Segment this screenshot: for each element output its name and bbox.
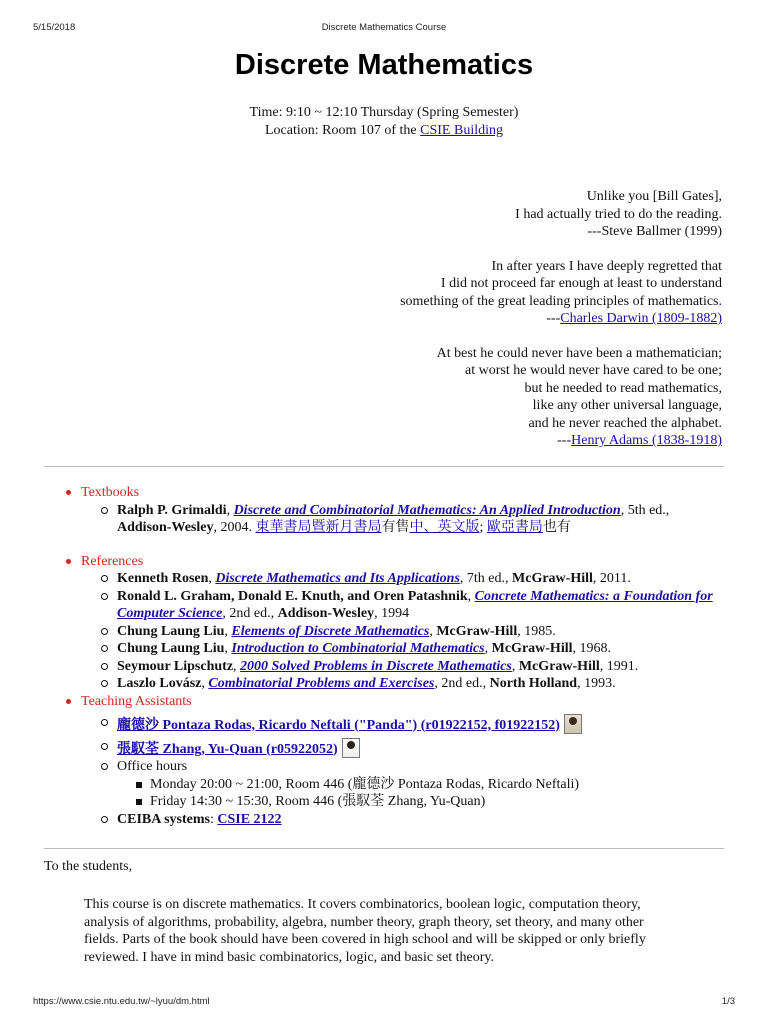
reference-title-link[interactable]: Combinatorial Problems and Exercises (208, 676, 435, 691)
textbooks-section (64, 484, 744, 553)
reference-title-link[interactable]: Concrete Mathematics: a Foundation for Computer Science (117, 588, 713, 621)
textbook-author: Ralph P. Grimaldi (117, 502, 227, 518)
store2-link[interactable]: 歐亞書局 (486, 520, 543, 535)
quote-line: but he needed to read mathematics, (524, 380, 722, 396)
quote-line: something of the great leading principles of mathematics. (400, 293, 722, 309)
csie-building-link[interactable]: CSIE Building (420, 122, 503, 138)
course-info (0, 104, 768, 139)
ta-item (100, 714, 744, 734)
page-title: Discrete Mathematics (234, 49, 534, 81)
versions-link[interactable]: 中、英文版 (409, 520, 480, 535)
reference-title-link[interactable]: Introduction to Combinatorial Mathematics (231, 641, 485, 656)
quote-line: at worst he would never have cared to be one; (465, 363, 722, 378)
textbooks-heading: Textbooks (81, 485, 140, 500)
course-sections (64, 484, 744, 828)
divider (44, 848, 724, 849)
references-section (64, 553, 744, 693)
print-date: 5/15/2018 (33, 22, 76, 33)
reference-item: Chung Laung Liu, Introduction to Combinatorial Mathematics, McGraw-Hill, 1968. (100, 640, 744, 658)
ta-item (100, 738, 744, 758)
quote-attribution: ---Steve Ballmer (1999) (587, 224, 722, 239)
location-text: Location: Room 107 of the (264, 122, 421, 138)
students-salutation: To the students, (44, 859, 133, 874)
ceiba-link[interactable]: CSIE 2122 (217, 811, 282, 827)
ta1-photo-icon[interactable] (564, 714, 582, 734)
reference-title-link[interactable]: 2000 Solved Problems in Discrete Mathematics (240, 658, 512, 674)
office-hours-label: Office hours (117, 759, 188, 774)
course-description: This course is on discrete mathematics. It covers combinatorics, boolean logic, computation theory, analysis of algorithms, probability, algebra, number theory, graph theory, set theory, and many other fields. Parts of the book should have been covered in high school and will be skipped or only briefly reviewed. I have in mind basic combinatorics, logic, and basic set theory. (84, 897, 646, 965)
print-title: Discrete Mathematics Course (321, 22, 447, 33)
textbook-publisher: Addison-Wesley (117, 520, 214, 535)
henry-adams-link[interactable]: Henry Adams (1838-1918) (571, 433, 722, 448)
office-hour-entry: Friday 14:30 ~ 15:30, Room 446 (張馭荃 Zhang, Yu-Quan) (135, 793, 744, 811)
charles-darwin-link[interactable]: Charles Darwin (1809-1882) (560, 311, 722, 326)
ta1-link[interactable]: 龐德沙 Pontaza Rodas, Ricardo Neftali ("Panda") (r01922152, f01922152) (117, 717, 560, 733)
quote-line: I did not proceed far enough at least to understand (440, 276, 722, 291)
ta2-photo-icon[interactable] (342, 738, 360, 758)
quote-line: In after years I have deeply regretted that (491, 258, 722, 274)
quote-attribution: ---Charles Darwin (1809-1882) (546, 311, 722, 326)
pdf-footer (33, 993, 735, 1005)
quote-line: At best he could never have been a mathematician; (436, 345, 722, 361)
textbook-title-link[interactable]: Discrete and Combinatorial Mathematics: An Applied Introduction (233, 502, 621, 518)
office-hours-item (100, 758, 744, 811)
reference-item: Kenneth Rosen, Discrete Mathematics and Its Applications, 7th ed., McGraw-Hill, 2011. (100, 570, 744, 588)
quote-adams (400, 345, 722, 450)
quote-line: Unlike you [Bill Gates], (586, 189, 722, 204)
ceiba-item: CEIBA systems: CSIE 2122 (100, 811, 744, 829)
teaching-assistants-section (64, 693, 744, 829)
quote-line: like any other universal language, (532, 398, 722, 413)
print-page-number: 1/3 (721, 996, 735, 1007)
reference-item: Chung Laung Liu, Elements of Discrete Mathematics, McGraw-Hill, 1985. (100, 623, 744, 641)
course-time: Time: 9:10 ~ 12:10 Thursday (Spring Semester) (249, 105, 519, 120)
ta2-link[interactable]: 張馭荃 Zhang, Yu-Quan (r05922052) (117, 741, 338, 757)
quotes-block (400, 188, 722, 450)
quote-ballmer (400, 188, 722, 241)
ceiba-label: CEIBA systems (117, 811, 210, 827)
course-location (0, 122, 768, 140)
quote-line: and he never reached the alphabet. (528, 415, 722, 431)
store1-link[interactable]: 東華書局暨新月書局 (255, 520, 382, 535)
reference-title-link[interactable]: Discrete Mathematics and Its Applications (215, 571, 460, 586)
print-url: https://www.csie.ntu.edu.tw/~lyuu/dm.html (33, 996, 210, 1007)
reference-title-link[interactable]: Elements of Discrete Mathematics (231, 623, 430, 639)
office-hour-entry: Monday 20:00 ~ 21:00, Room 446 (龐德沙 Pontaza Rodas, Ricardo Neftali) (135, 776, 744, 794)
references-heading: References (81, 553, 144, 569)
divider (44, 466, 724, 467)
quote-line: I had actually tried to do the reading. (515, 206, 722, 222)
reference-item: Seymour Lipschutz, 2000 Solved Problems in Discrete Mathematics, McGraw-Hill, 1991. (100, 658, 744, 676)
quote-darwin (400, 258, 722, 328)
reference-item: Laszlo Lovász, Combinatorial Problems and Exercises, 2nd ed., North Holland, 1993. (100, 675, 744, 693)
reference-item: Ronald L. Graham, Donald E. Knuth, and Oren Patashnik, Concrete Mathematics: a Foundation for Computer Science, 2nd ed., Addison-Wesley, 1994 (100, 588, 744, 623)
teaching-assistants-heading: Teaching Assistants (81, 693, 192, 709)
textbook-item: Ralph P. Grimaldi, Discrete and Combinatorial Mathematics: An Applied Introduction, 5th ed., Addison-Wesley, 2004. 東華書局暨新月書局有售中、英文版; 歐亞書局也有 (100, 502, 744, 537)
quote-attribution: ---Henry Adams (1838-1918) (557, 433, 722, 448)
pdf-header (33, 19, 735, 31)
